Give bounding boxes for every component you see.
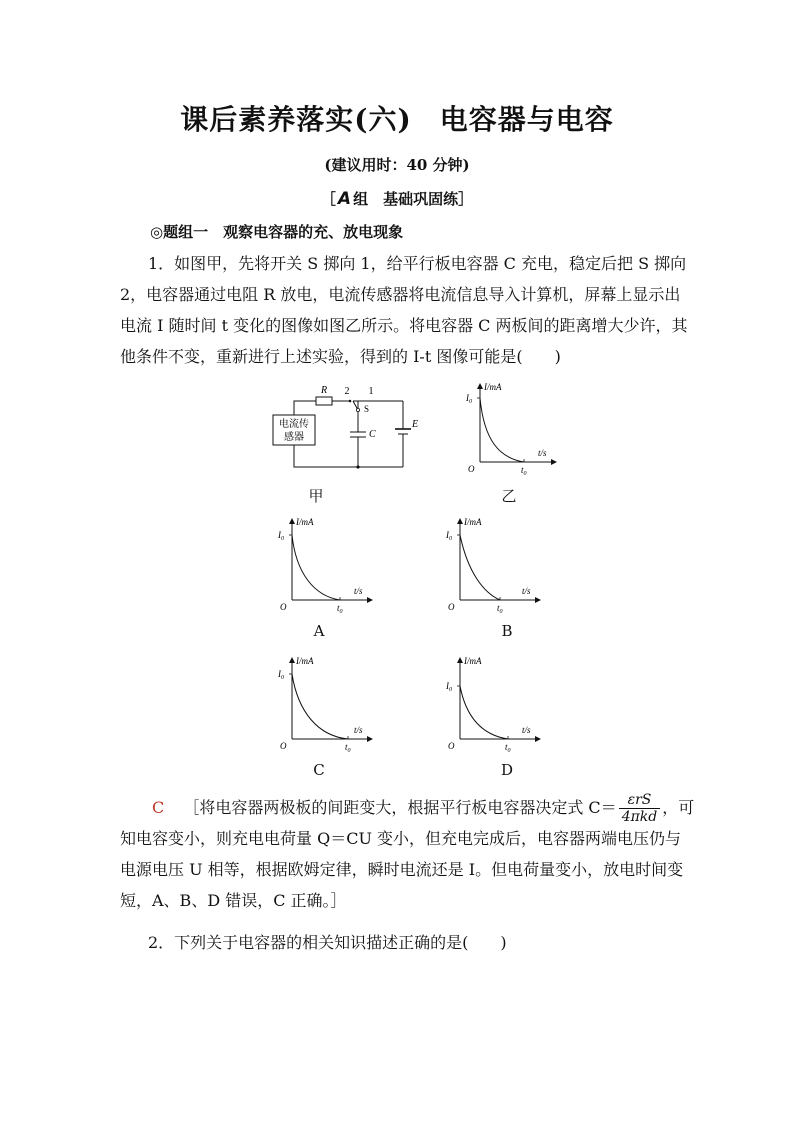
x-axis-label: t/s xyxy=(354,586,363,596)
i0-label: $I_0$ xyxy=(278,669,284,681)
question-1-line-4: 他条件不变，重新进行上述实验，得到的 I-t 图像可能是( ) xyxy=(120,347,561,366)
graph-yi xyxy=(462,378,562,477)
group-text: 组 基础巩固练 xyxy=(353,190,459,208)
answer-line-1-text: ［将电容器两极板的间距变大，根据平行板电容器决定式 C＝ xyxy=(183,798,617,817)
answer-line-2: 知电容变小，则充电电荷量 Q＝CU 变小，但充电完成后，电容器两端电压仍与 xyxy=(120,829,682,848)
graph-option-d xyxy=(440,652,546,752)
discharge-curve xyxy=(460,535,500,600)
i0-label: $I_0$ xyxy=(466,393,472,405)
i0-label: $I_0$ xyxy=(278,530,284,542)
x-axis-label: t/s xyxy=(522,725,531,735)
graph-option-a xyxy=(272,513,378,613)
group-heading xyxy=(0,188,794,209)
discharge-curve xyxy=(292,535,340,600)
capacitance-formula xyxy=(619,792,661,825)
y-axis-label: I/mA xyxy=(296,517,314,527)
answer-line-4: 短，A、B、D 错误，C 正确。］ xyxy=(120,891,347,910)
group-open-bracket: ［ xyxy=(320,190,336,208)
resistor-label: R xyxy=(320,385,328,396)
x-axis-label: t/s xyxy=(354,725,363,735)
capacitor-label: C xyxy=(369,429,376,440)
question-1-line-3: 电流 I 随时间 t 变化的图像如图乙所示。将电容器 C 两板间的距离增大少许，其 xyxy=(120,316,688,335)
x-axis-label: t/s xyxy=(538,448,547,458)
option-c: C xyxy=(313,761,325,779)
question-1-line-1: 1．如图甲，先将开关 S 掷向 1，给平行板电容器 C 充电，稳定后把 S 掷向 xyxy=(148,254,687,273)
i0-label: $I_0$ xyxy=(446,530,452,542)
switch-label: S xyxy=(364,404,370,414)
switch-pos-2: 2 xyxy=(344,386,350,397)
sensor-label-1: 电流传 xyxy=(279,419,309,430)
formula-numerator: εrS xyxy=(619,792,661,809)
y-axis-label: I/mA xyxy=(296,656,314,666)
answer-line-3: 电源电压 U 相等，根据欧姆定律，瞬时电流还是 I。但电荷量变小，放电时间变 xyxy=(120,860,684,879)
graph-option-c xyxy=(272,652,378,752)
origin-label: O xyxy=(448,741,455,751)
answer-line-1-end: ，可 xyxy=(662,798,695,817)
origin-label: O xyxy=(280,602,287,612)
title-part2: 电容器与电容 xyxy=(439,103,614,136)
group-close-bracket: ］ xyxy=(458,190,474,208)
topic-heading: ◎题组一 观察电容器的充、放电现象 xyxy=(150,223,404,241)
t0-label: $t_0$ xyxy=(345,742,351,754)
title-part1: 课后素养落实(六) xyxy=(180,103,412,136)
i0-label: $I_0$ xyxy=(446,681,452,693)
option-a: A xyxy=(313,622,325,640)
question-2-text: 2．下列关于电容器的相关知识描述正确的是( ) xyxy=(148,933,507,952)
page-title xyxy=(0,98,794,138)
answer-line-1 xyxy=(120,792,695,825)
answer-explanation xyxy=(120,792,695,916)
origin-label: O xyxy=(468,464,475,474)
question-1 xyxy=(120,248,688,372)
origin-label: O xyxy=(448,602,455,612)
sensor-label-2: 感器 xyxy=(284,432,304,443)
discharge-curve xyxy=(460,686,508,739)
origin-label: O xyxy=(280,741,287,751)
option-b: B xyxy=(501,622,513,640)
x-axis-label: t/s xyxy=(522,586,531,596)
y-axis-label: I/mA xyxy=(464,517,482,527)
t0-label: $t_0$ xyxy=(505,742,511,754)
discharge-curve xyxy=(480,398,524,462)
y-axis-label: I/mA xyxy=(484,382,502,392)
discharge-curve xyxy=(292,674,348,739)
option-d: D xyxy=(500,761,514,779)
caption-jia: 甲 xyxy=(308,487,324,505)
circuit-diagram xyxy=(270,380,420,472)
formula-denominator: 4πkd xyxy=(621,809,658,825)
y-axis-label: I/mA xyxy=(464,656,482,666)
caption-yi: 乙 xyxy=(501,487,517,505)
resistor xyxy=(316,397,332,405)
time-note: (建议用时：40 分钟) xyxy=(324,156,470,174)
graph-option-b xyxy=(440,513,546,613)
question-2 xyxy=(120,927,680,958)
switch-pos-1: 1 xyxy=(368,386,374,397)
answer-letter: C xyxy=(152,798,165,817)
question-1-line-2: 2，电容器通过电阻 R 放电，电流传感器将电流信息导入计算机，屏幕上显示出 xyxy=(120,285,681,304)
source-label: E xyxy=(412,419,419,430)
t0-label: $t_0$ xyxy=(497,603,503,615)
group-badge: A xyxy=(337,189,352,209)
t0-label: $t_0$ xyxy=(337,603,343,615)
t0-label: $t_0$ xyxy=(521,465,527,477)
